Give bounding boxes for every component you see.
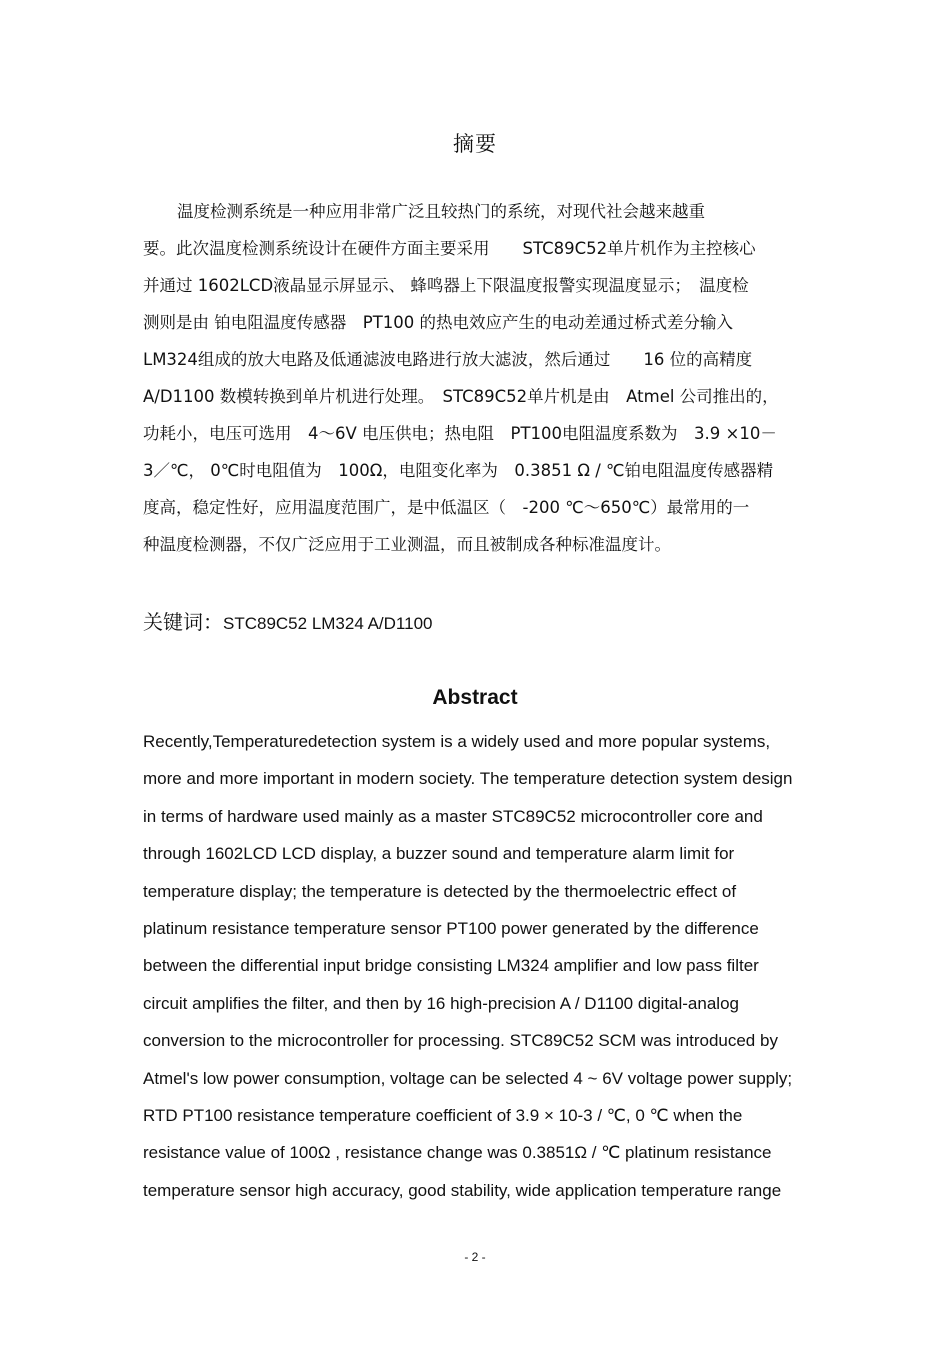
chinese-abstract-line: 种温度检测器，不仅广泛应用于工业测温，而且被制成各种标准温度计。	[143, 535, 671, 554]
english-abstract-line: temperature display; the temperature is detected by the thermoelectric effect of	[143, 881, 737, 901]
english-abstract-line: in terms of hardware used mainly as a master STC89C52 microcontroller core and	[143, 806, 763, 826]
chinese-abstract-line: LM324组成的放大电路及低通滤波电路进行放大滤波，然后通过 16 位的高精度	[143, 350, 753, 369]
keywords	[143, 606, 432, 635]
english-abstract-line: circuit amplifies the filter, and then by 16 high-precision A / D1100 digital-analog	[143, 993, 739, 1013]
english-abstract-line: Atmel's low power consumption, voltage can be selected 4 ~ 6V voltage power supply;	[143, 1068, 793, 1088]
chinese-abstract-line: 要。此次温度检测系统设计在硬件方面主要采用 STC89C52单片机作为主控核心	[143, 239, 756, 258]
english-abstract-line: through 1602LCD LCD display, a buzzer sound and temperature alarm limit for	[143, 844, 735, 864]
chinese-abstract-line: 功耗小，电压可选用 4～6V 电压供电；热电阻 PT100电阻温度系数为 3.9 ×10－	[143, 424, 777, 443]
keywords-label: 关键词：	[143, 610, 223, 634]
chinese-abstract-line: 3／℃， 0℃时电阻值为 100Ω，电阻变化率为 0.3851 Ω / ℃铂电阻温度传感器精	[143, 461, 774, 480]
page-number: - 2 -	[464, 1250, 486, 1264]
english-abstract-line: Recently,Temperaturedetection system is a widely used and more popular systems,	[143, 732, 771, 751]
chinese-abstract-line: 测则是由 铂电阻温度传感器 PT100 的热电效应产生的电动差通过桥式差分输入	[143, 313, 734, 332]
english-abstract-line: platinum resistance temperature sensor PT100 power generated by the difference	[143, 918, 759, 938]
chinese-abstract-line: 温度检测系统是一种应用非常广泛且较热门的系统，对现代社会越来越重	[177, 202, 705, 221]
keywords-terms: STC89C52 LM324 A/D1100	[223, 614, 433, 633]
english-abstract-line: conversion to the microcontroller for processing. STC89C52 SCM was introduced by	[143, 1031, 778, 1051]
english-abstract-line: temperature sensor high accuracy, good stability, wide application temperature range	[143, 1180, 782, 1200]
chinese-abstract-body	[143, 198, 813, 568]
chinese-abstract-line: 度高，稳定性好，应用温度范围广，是中低温区（ -200 ℃～650℃）最常用的一	[143, 498, 750, 517]
english-abstract-line: more and more important in modern society. The temperature detection system design	[143, 769, 793, 789]
english-abstract-line: RTD PT100 resistance temperature coefficient of 3.9 × 10-3 / ℃, 0 ℃ when the	[143, 1105, 743, 1125]
chinese-abstract-line: A/D1100 数模转换到单片机进行处理。 STC89C52单片机是由 Atmel 公司推出的，	[143, 387, 779, 406]
english-abstract-title: Abstract	[432, 686, 518, 709]
english-abstract-body	[143, 729, 833, 1215]
chinese-abstract-title: 摘要	[453, 132, 497, 156]
english-abstract-line: resistance value of 100Ω , resistance change was 0.3851Ω / ℃ platinum resistance	[143, 1143, 772, 1163]
english-abstract-line: between the differential input bridge consisting LM324 amplifier and low pass filter	[143, 956, 759, 976]
chinese-abstract-line: 并通过 1602LCD液晶显示屏显示、 蜂鸣器上下限温度报警实现温度显示； 温度检	[143, 276, 749, 295]
